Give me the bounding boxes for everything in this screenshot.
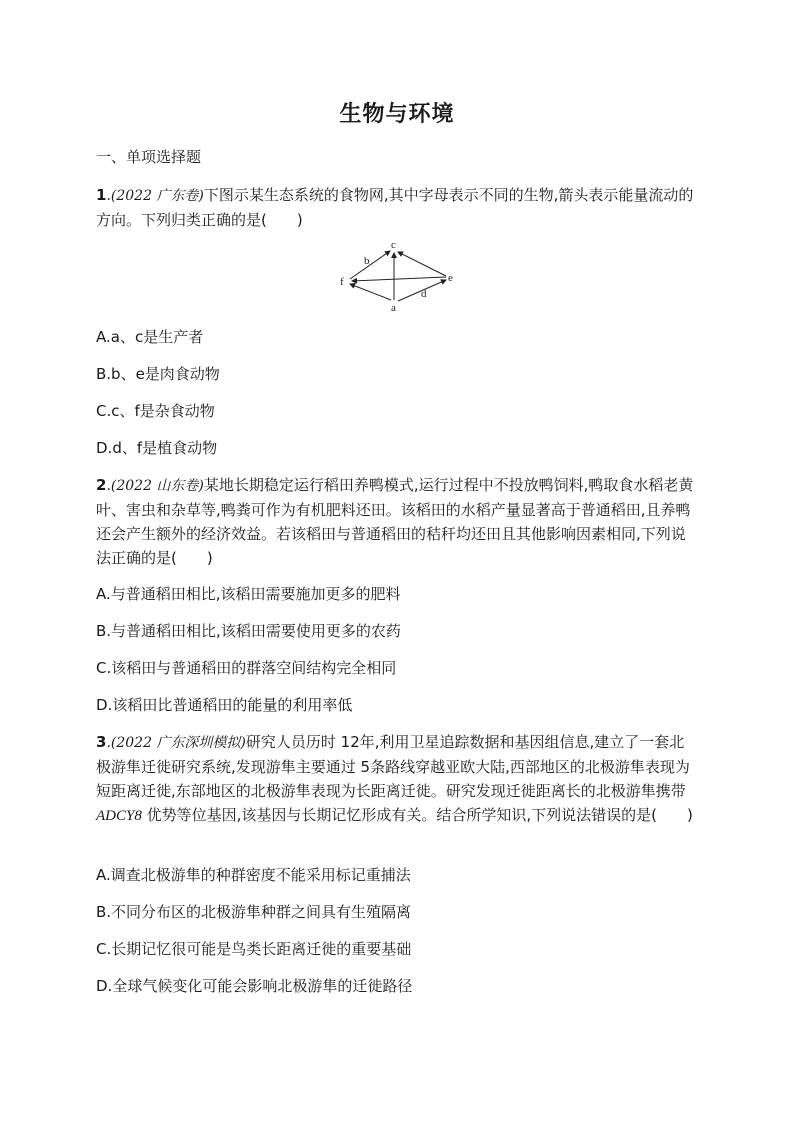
question-text: 优势等位基因,该基因与长期记忆形成有关。结合所学知识,下列说法错误的是( ): [141, 806, 693, 824]
node-label-e: e: [448, 272, 453, 284]
question-1-stem: [96, 183, 696, 232]
question-number: 1: [96, 186, 107, 204]
gene-name: ADCY8: [96, 808, 142, 824]
option-c: C.长期记忆很可能是鸟类长距离迁徙的重要基础: [96, 940, 412, 958]
question-number: 2: [96, 476, 107, 494]
question-text: 下图示某生态系统的食物网,其中字母表示不同的生物,箭头表示能量流动的方向。下列归类正确的是( ): [96, 186, 694, 229]
option-b: B.不同分布区的北极游隼种群之间具有生殖隔离: [96, 903, 412, 921]
question-text: 研究人员历时 12年,利用卫星追踪数据和基因组信息,建立了一套北极游隼迁徙研究系统,发现游隼主要通过 5条路线穿越亚欧大陆,西部地区的北极游隼表现为短距离迁徙,东部地区的北极游隼表现为长距离迁徙。研究发现迁徙距离长的北极游隼携带: [96, 733, 690, 800]
option-c: C.c、f是杂食动物: [96, 402, 215, 420]
option-a: A.与普通稻田相比,该稻田需要施加更多的肥料: [96, 585, 401, 603]
node-label-b: b: [364, 255, 370, 267]
option-b: B.b、e是肉食动物: [96, 365, 220, 383]
page-title: 生物与环境: [339, 102, 455, 127]
arrow-f-to-c: [350, 251, 390, 279]
question-text: 某地长期稳定运行稻田养鸭模式,运行过程中不投放鸭饲料,鸭取食水稻老黄叶、害虫和杂草等,鸭粪可作为有机肥料还田。该稻田的水稻产量显著高于普通稻田,且养鸭还会产生额外的经济效益。若该稻田与普通稻田的秸秆均还田且其他影响因素相同,下列说法正确的是( ): [96, 476, 694, 567]
question-source: .(2022 山东卷): [106, 478, 204, 494]
arrow-e-to-c: [398, 252, 446, 276]
node-label-d: d: [421, 288, 427, 300]
option-d: D.该稻田比普通稻田的能量的利用率低: [96, 696, 353, 714]
question-number: 3: [96, 733, 107, 751]
option-b: B.与普通稻田相比,该稻田需要使用更多的农药: [96, 622, 401, 640]
node-label-c: c: [391, 239, 396, 251]
question-source: .(2022 广东深圳模拟): [106, 735, 246, 751]
option-d: D.全球气候变化可能会影响北极游隼的迁徙路径: [96, 977, 413, 995]
node-label-f: f: [340, 276, 344, 288]
option-a: A.a、c是生产者: [96, 328, 204, 346]
question-2-stem: [96, 473, 696, 570]
arrow-a-to-f: [350, 284, 391, 300]
arrow-e-to-f: [352, 277, 446, 281]
section-heading: 一、单项选择题: [96, 148, 202, 166]
option-d: D.d、f是植食动物: [96, 439, 218, 457]
food-web-diagram: [338, 236, 468, 316]
option-a: A.调查北极游隼的种群密度不能采用标记重捕法: [96, 866, 411, 884]
node-label-a: a: [391, 302, 396, 314]
question-source: .(2022 广东卷): [106, 188, 204, 204]
question-3-stem: [96, 730, 696, 828]
option-c: C.该稻田与普通稻田的群落空间结构完全相同: [96, 659, 397, 677]
